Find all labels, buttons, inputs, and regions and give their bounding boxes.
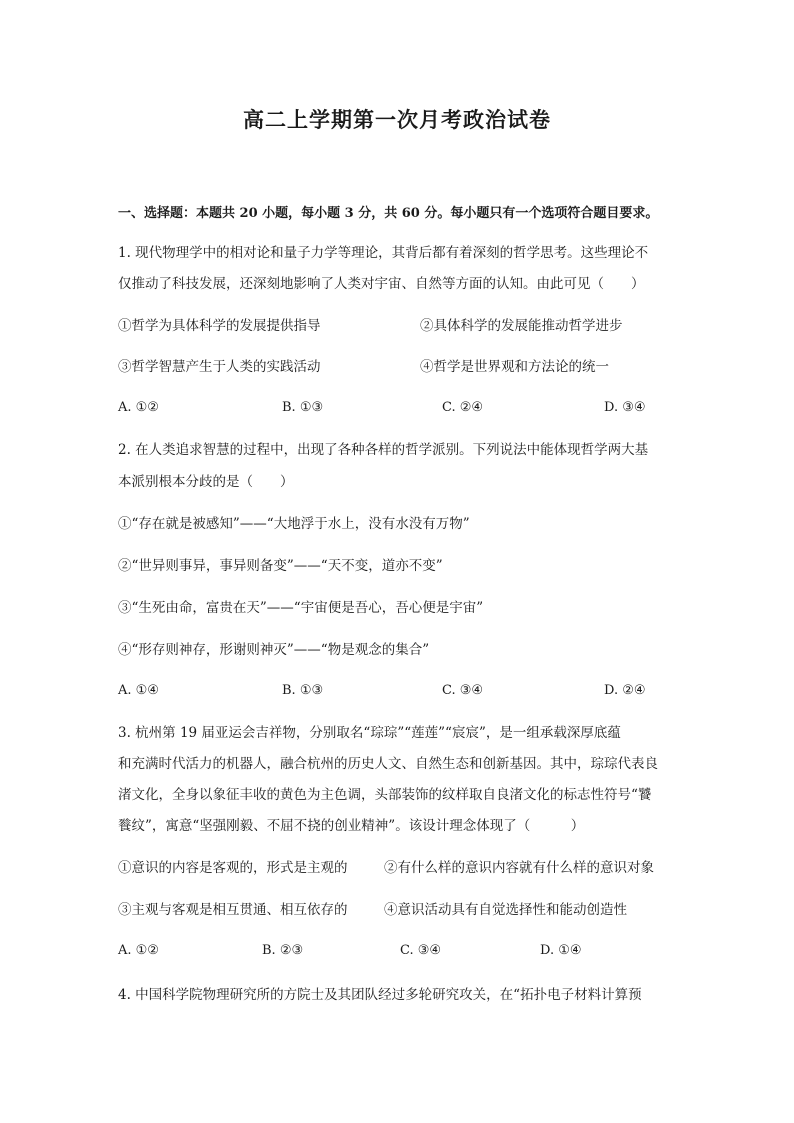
- q1-statement-row-1: [118, 316, 678, 336]
- q2-option-d[interactable]: D. ②④: [604, 683, 646, 698]
- q2-statement-3: ③“生死由命，富贵在天”——“宇宙便是吾心，吾心便是宇宙”: [118, 600, 484, 616]
- q3-stem-line-3: 渚文化，全身以象征丰收的黄色为主色调，头部装饰的纹样取自良渚文化的标志性符号“饕: [118, 787, 652, 803]
- q1-statement-3: ③哲学智慧产生于人类的实践活动: [118, 359, 321, 375]
- q1-option-c[interactable]: C. ②④: [442, 400, 484, 415]
- q3-statement-1: ①意识的内容是客观的，形式是主观的: [118, 860, 348, 876]
- q2-option-b[interactable]: B. ①③: [282, 683, 324, 698]
- q3-statement-row-1: [118, 858, 678, 878]
- q3-option-c[interactable]: C. ③④: [400, 943, 442, 958]
- q3-stem-line-2: 和充满时代活力的机器人，融合杭州的历史人文、自然生态和创新基因。其中，琮琮代表良: [118, 756, 658, 772]
- q3-statement-2: ②有什么样的意识内容就有什么样的意识对象: [384, 860, 654, 876]
- q1-statement-4: ④哲学是世界观和方法论的统一: [420, 359, 609, 375]
- q1-option-a[interactable]: A. ①②: [118, 400, 159, 415]
- q4-stem-line-1: 4. 中国科学院物理研究所的方院士及其团队经过多轮研究攻关，在“拓扑电子材料计算预: [118, 987, 642, 1003]
- q1-option-b[interactable]: B. ①③: [282, 400, 324, 415]
- q1-stem-line-1: 1. 现代物理学中的相对论和量子力学等理论，其背后都有着深刻的哲学思考。这些理论不: [118, 245, 649, 261]
- q2-statement-4: ④“形存则神存，形谢则神灭”——“物是观念的集合”: [118, 642, 430, 658]
- q2-statement-2: ②“世异则事异，事异则备变”——“天不变，道亦不变”: [118, 558, 443, 574]
- q3-option-b[interactable]: B. ②③: [262, 943, 304, 958]
- q2-option-c[interactable]: C. ③④: [442, 683, 484, 698]
- q1-statement-2: ②具体科学的发展能推动哲学进步: [420, 318, 623, 334]
- q3-statement-row-2: [118, 900, 678, 920]
- q2-stem-line-2: 本派别根本分歧的是（ ）: [118, 474, 294, 490]
- q1-stem-line-2: 仅推动了科技发展，还深刻地影响了人类对宇宙、自然等方面的认知。由此可见（ ）: [118, 276, 645, 292]
- q3-statement-3: ③主观与客观是相互贯通、相互依存的: [118, 902, 348, 918]
- q3-option-d[interactable]: D. ①④: [540, 943, 582, 958]
- q3-stem-line-4: 餮纹”，寓意“坚强刚毅、不屈不挠的创业精神”。该设计理念体现了（ ）: [118, 818, 585, 834]
- q1-statement-1: ①哲学为具体科学的发展提供指导: [118, 318, 321, 334]
- page-title: 高二上学期第一次月考政治试卷: [243, 107, 551, 132]
- q2-stem-line-1: 2. 在人类追求智慧的过程中，出现了各种各样的哲学派别。下列说法中能体现哲学两大基: [118, 442, 649, 458]
- q1-statement-row-2: [118, 357, 678, 377]
- q3-stem-line-1: 3. 杭州第 19 届亚运会吉祥物，分别取名“琮琮”“莲莲”“宸宸”，是一组承载深厚底蕴: [118, 725, 621, 741]
- q3-statement-4: ④意识活动具有自觉选择性和能动创造性: [384, 902, 627, 918]
- section-heading: 一、选择题：本题共 20 小题，每小题 3 分，共 60 分。每小题只有一个选项符合题目要求。: [118, 206, 659, 221]
- q2-option-a[interactable]: A. ①④: [118, 683, 159, 698]
- q3-option-a[interactable]: A. ①②: [118, 943, 159, 958]
- q1-option-d[interactable]: D. ③④: [604, 400, 646, 415]
- q2-statement-1: ①“存在就是被感知”——“大地浮于水上，没有水没有万物”: [118, 516, 470, 532]
